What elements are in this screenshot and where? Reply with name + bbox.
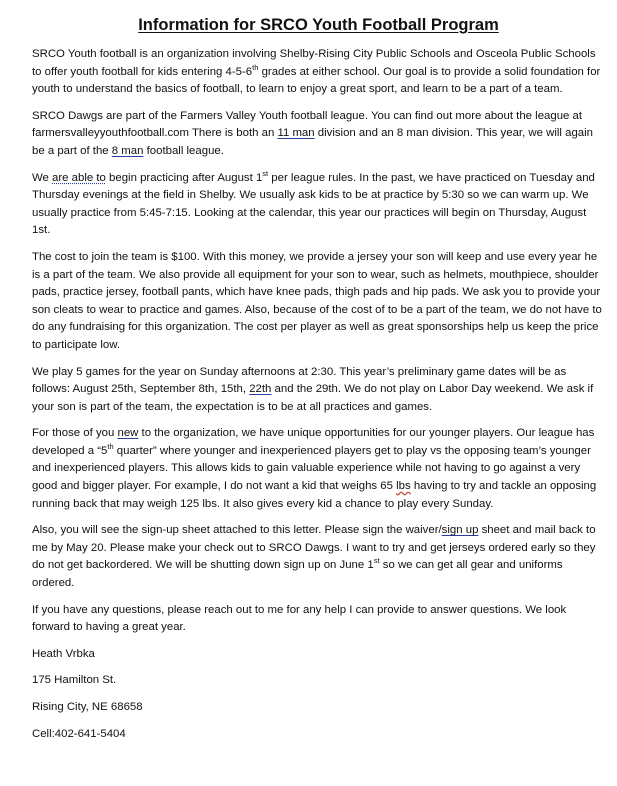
document-title: Information for SRCO Youth Football Program [138, 16, 499, 34]
text-run: We [32, 171, 53, 184]
superscript: st [262, 168, 269, 178]
text-run: SRCO Youth football is an organization involving Shelby-Rising City Public Schools and Osceola Public Schools to offer youth football for kids entering 4-5-6 [32, 48, 596, 78]
paragraph-signup [32, 522, 605, 592]
superscript: th [252, 62, 259, 72]
text-run: football league. [143, 144, 224, 157]
underlined-text: sign up [441, 524, 479, 537]
text-run: so we can get all gear and uniforms ordered. [32, 559, 563, 590]
text-run: For those of you [32, 427, 118, 440]
signature-cell: Cell:402-641-5404 [32, 727, 126, 740]
text-run: quarter” where younger and inexperienced players get to play vs the opposing team’s younger and inexperienced players. This allows kids to gain valuable experience while not having to go against a very good and bigger player. For example, I do not want a kid that weighs 65 [32, 444, 591, 493]
paragraph-cost: The cost to join the team is $100. With this money, we provide a jersey your son will keep and use every year he is a part of the team. We also provide all equipment for your son to wear, such as helmets, mouthpiece, shoulder pads, practice jersey, football pants, which have knee pads, thigh pads and hip pads. We ask you to provide your son cleats to wear to practice and games. Also, because of the cost of to be a part of the team, we do not have to do any fundraising for this organization. The cost per player as well as great sponsorships help us keep the price to participate low. [32, 250, 602, 351]
text-run: per league rules. In the past, we have practiced on Tuesday and Thursday evenings at the field in Shelby. We usually ask kids to be at practice by 5:30 so we can warm up. We usually practice from 5:45-7:15. Looking at the calendar, this year our practices will begin on Thursday, August 1st. [32, 171, 595, 237]
signature-street: 175 Hamilton St. [32, 674, 117, 687]
text-run: begin practicing after August 1 [105, 171, 263, 184]
superscript: st [373, 556, 380, 566]
paragraph-fifth-quarter [32, 425, 605, 513]
underlined-text: 11 man [277, 127, 315, 140]
text-run: Also, you will see the sign-up sheet attached to this letter. Please sign the waiver/ [32, 524, 442, 537]
underlined-text: new [117, 427, 139, 440]
paragraph-practice [32, 170, 605, 240]
text-run: having to try and tackle an opposing running back that may weigh 125 lbs. It also gives every kid a chance to play every Sunday. [32, 480, 597, 510]
underlined-text: 22th [249, 383, 272, 396]
text-run: sheet and mail back to me by May 20. Please make your check out to SRCO Dawgs. I want to try and get jerseys ordered early so they do not get backordered. We will be shutting down sign up on June 1 [32, 524, 596, 572]
text-run: We play 5 games for the year on Sunday afternoons at 2:30. This year’s preliminary game dates will be as follows: August 25th, September 8th, 15th, [32, 365, 567, 396]
text-run: SRCO Dawgs are part of the Farmers Valley Youth football league. You can find out more about the league at farmersvalleyyouthfootball.com There is both an [32, 109, 583, 140]
paragraph-closing: If you have any questions, please reach out to me for any help I can provide to answer questions. We look forward to having a great year. [32, 603, 567, 634]
signature-city: Rising City, NE 68658 [32, 701, 143, 713]
signature-name: Heath Vrbka [32, 647, 95, 660]
paragraph-games [32, 364, 605, 417]
spelling-marked-text: lbs [396, 480, 411, 493]
text-run: grades at either school. Our goal is to provide a solid foundation for youth to understand the basics of football, to learn to enjoy a great sport, and learn to be a part of a team. [32, 65, 601, 96]
text-run: and the 29th. We do not play on Labor Day weekend. We ask if your son is part of the team, the expectation is to be at all practices and games. [32, 383, 594, 413]
signature-block [32, 646, 605, 743]
paragraph-league [32, 108, 605, 161]
paragraph-intro [32, 46, 605, 99]
superscript: th [107, 442, 114, 452]
text-run: division and an 8 man division. This year, we will again be a part of the [32, 127, 593, 157]
grammar-marked-text: are able to [52, 171, 106, 184]
text-run: to the organization, we have unique opportunities for our younger players. Our league has developed a “5 [32, 427, 595, 457]
underlined-text: 8 man [111, 144, 144, 157]
